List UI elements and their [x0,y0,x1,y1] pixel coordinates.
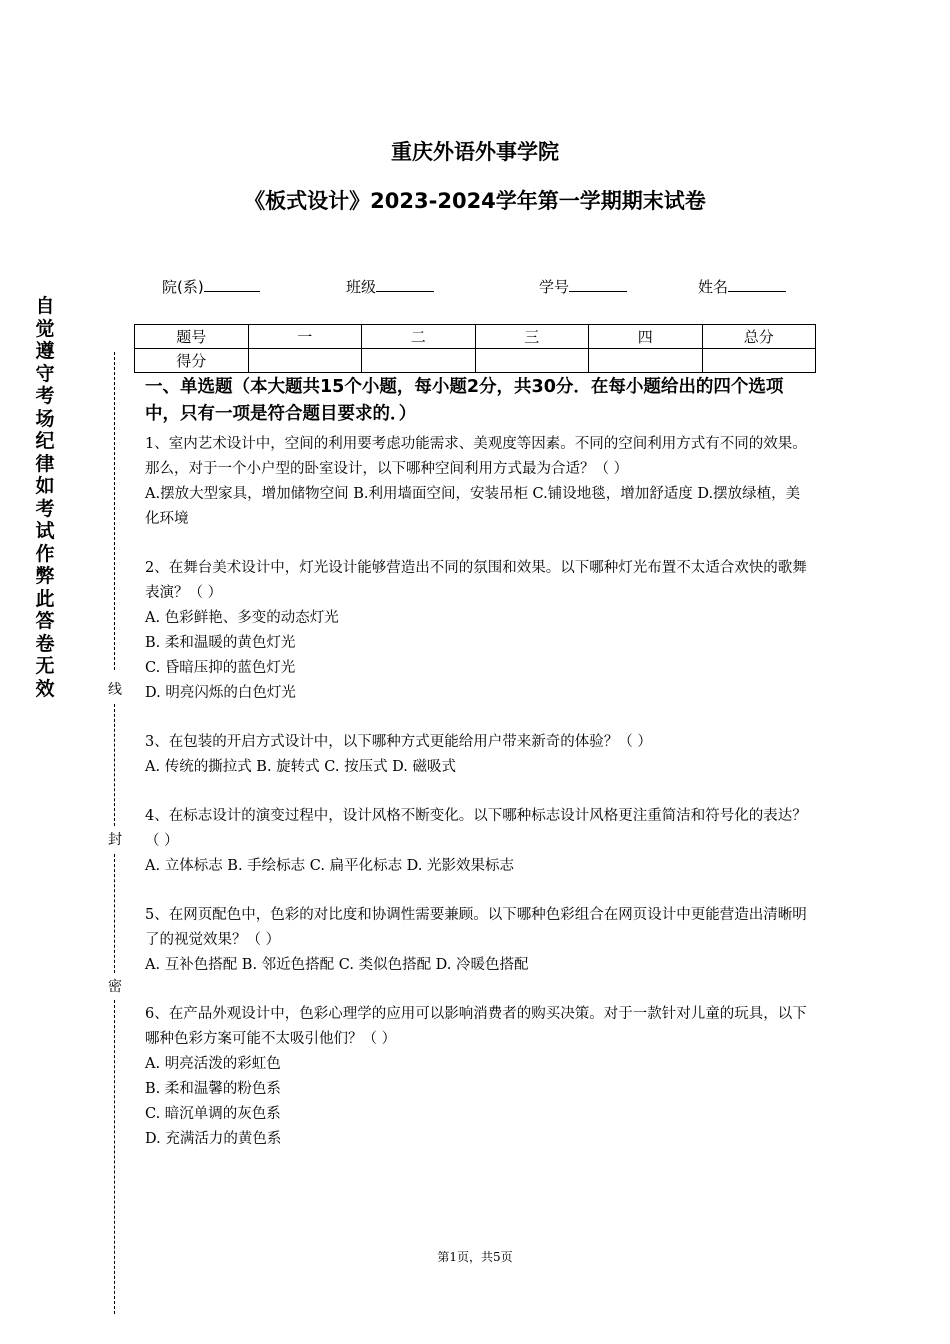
score-table-col-3: 三 [475,325,589,349]
option-a: A. 色彩鲜艳、多变的动态灯光 [145,610,339,626]
option-d: D. 充满活力的黄色系 [145,1131,282,1147]
binding-mark-seal: 封 [106,829,124,849]
option-a: A. 明亮活泼的彩虹色 [145,1056,281,1072]
question-5 [145,903,813,978]
exam-title: 《板式设计》2023-2024学年第一学期期末试卷 [244,189,706,213]
class-label: 班级 [346,278,377,296]
option-b: B. 柔和温暖的黄色灯光 [145,635,296,651]
binding-mark-secret: 密 [106,976,124,996]
exam-content [145,374,813,1152]
score-table-col-total: 总分 [702,325,816,349]
score-table [134,324,816,373]
class-field [346,276,434,297]
binding-line-segment [114,1000,115,1314]
binding-line-segment [114,352,115,670]
score-table-header-row [135,325,816,349]
institution-title: 重庆外语外事学院 [391,140,559,164]
question-stem: 6、在产品外观设计中，色彩心理学的应用可以影响消费者的购买决策。对于一款针对儿童的玩具，以下哪种色彩方案可能不太吸引他们？（ ） [145,1006,807,1047]
question-stem: 2、在舞台美术设计中，灯光设计能够营造出不同的氛围和效果。以下哪种灯光布置不太适合欢快的歌舞表演？（ ） [145,560,807,601]
page-footer: 第1页，共5页 [437,1250,513,1264]
score-cell[interactable] [475,349,589,373]
score-cell[interactable] [248,349,362,373]
option-b: B. 柔和温馨的粉色系 [145,1081,281,1097]
question-options: A. 传统的撕拉式 B. 旋转式 C. 按压式 D. 磁吸式 [145,759,457,775]
side-notice: 自觉遵守考场纪律如考试作弊此答卷无效 [35,295,55,700]
department-label: 院(系) [162,278,204,296]
score-table-col-2: 二 [362,325,476,349]
score-table-col-4: 四 [589,325,703,349]
question-options: A. 立体标志 B. 手绘标志 C. 扁平化标志 D. 光影效果标志 [145,858,515,874]
score-cell[interactable] [589,349,703,373]
option-c: C. 昏暗压抑的蓝色灯光 [145,660,296,676]
option-d: D. 明亮闪烁的白色灯光 [145,685,296,701]
question-stem: 4、在标志设计的演变过程中，设计风格不断变化。以下哪种标志设计风格更注重简洁和符号化的表达？（ ） [145,808,807,849]
department-blank[interactable] [204,276,260,292]
question-1 [145,432,813,532]
name-blank[interactable] [728,276,786,292]
question-6 [145,1002,813,1152]
question-stem: 3、在包装的开启方式设计中，以下哪种方式更能给用户带来新奇的体验？（ ） [145,734,652,750]
binding-line-segment [114,854,115,973]
question-options: A.摆放大型家具，增加储物空间 B.利用墙面空间，安装吊柜 C.铺设地毯，增加舒适度 D.摆放绿植，美化环境 [145,486,801,527]
question-options: A. 互补色搭配 B. 邻近色搭配 C. 类似色搭配 D. 冷暖色搭配 [145,957,529,973]
name-label: 姓名 [698,278,729,296]
student-id-label: 学号 [539,278,570,296]
question-2 [145,556,813,706]
question-4 [145,804,813,879]
score-table-col-1: 一 [248,325,362,349]
option-c: C. 暗沉单调的灰色系 [145,1106,281,1122]
class-blank[interactable] [376,276,434,292]
section-heading: 一、单选题（本大题共15个小题，每小题2分，共30分．在每小题给出的四个选项中，只有一项是符合题目要求的．） [145,377,784,424]
name-field [698,276,786,297]
question-3 [145,730,813,780]
question-stem: 1、室内艺术设计中，空间的利用要考虑功能需求、美观度等因素。不同的空间利用方式有不同的效果。那么，对于一个小户型的卧室设计，以下哪种空间利用方式最为合适？（ ） [145,436,807,477]
student-id-blank[interactable] [569,276,627,292]
score-cell[interactable] [702,349,816,373]
department-field [162,276,260,297]
score-table-row-label: 题号 [135,325,249,349]
score-table-score-row [135,349,816,373]
question-stem: 5、在网页配色中，色彩的对比度和协调性需要兼顾。以下哪种色彩组合在网页设计中更能营造出清晰明了的视觉效果？（ ） [145,907,807,948]
binding-mark-line: 线 [106,679,124,699]
score-cell[interactable] [362,349,476,373]
binding-line-segment [114,704,115,826]
score-table-row-label: 得分 [135,349,249,373]
student-id-field [539,276,627,297]
